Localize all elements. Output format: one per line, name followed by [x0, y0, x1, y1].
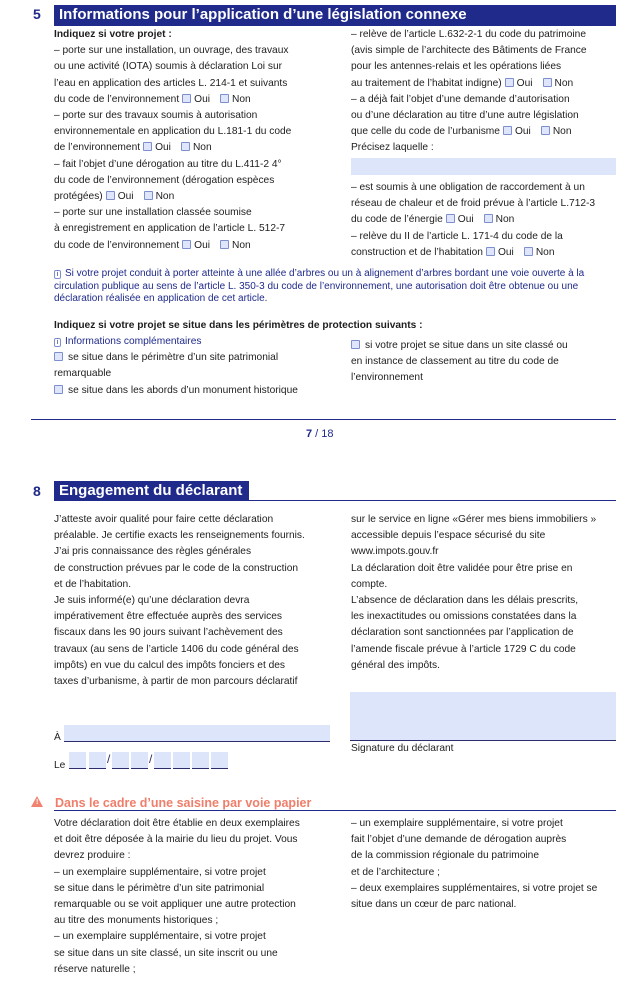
perimeter-left-column — [54, 334, 298, 399]
text-line: – un exemplaire supplémentaire, si votre projet — [54, 866, 266, 878]
non-label: Non — [554, 77, 574, 89]
patrimoine-oui-checkbox[interactable] — [505, 78, 514, 87]
text-line: au titre des monuments historiques ; — [54, 915, 219, 927]
checkbox-row-raccordement — [351, 212, 595, 228]
site-classe-row — [351, 338, 568, 354]
iota-non-checkbox[interactable] — [220, 94, 229, 103]
oui-label: Oui — [155, 142, 171, 154]
text-line: réserve naturelle ; — [54, 963, 136, 975]
text-line: et doit être déposée à la mairie du lieu du projet. Vous — [54, 834, 298, 846]
text-line: général des impôts. — [351, 659, 440, 671]
checkbox-row-auth-env — [54, 140, 291, 156]
non-label: Non — [552, 126, 572, 138]
patrimoine-non-checkbox[interactable] — [543, 78, 552, 87]
monument-checkbox[interactable] — [54, 385, 63, 394]
derogation-non-checkbox[interactable] — [144, 191, 153, 200]
spr-checkbox[interactable] — [54, 352, 63, 361]
text-line: – porte sur une installation classée soumise — [54, 207, 252, 219]
text-line: et de l’habitation. — [54, 578, 132, 590]
text-line: déclaration sont sanctionnées par l’application de — [351, 627, 574, 639]
text-line: se situe dans un site classé, un site inscrit ou une — [54, 947, 278, 959]
paper-rule — [54, 810, 616, 811]
oui-label: Oui — [194, 239, 211, 251]
text-line: L’absence de déclaration dans les délais prescrits, — [351, 595, 579, 607]
text-line: se situe dans le périmètre d’un site patrimonial — [54, 882, 265, 894]
text-line: compte. — [351, 578, 388, 590]
text-line: – un exemplaire supplémentaire, si votre projet — [351, 818, 563, 829]
text-line: impôts) en vue du calcul des impôts fonciers et des — [54, 659, 286, 671]
date-separator: / — [107, 752, 111, 766]
date-day-2[interactable] — [89, 752, 106, 769]
section-8-rule — [249, 500, 616, 501]
date-month-2[interactable] — [131, 752, 148, 769]
raccordement-non-checkbox[interactable] — [484, 214, 493, 223]
text-line: réseau de chaleur et de froid prévue à l’article L.712-3 — [351, 198, 596, 210]
text-line: – a déjà fait l’objet d’une demande d’autorisation — [351, 93, 570, 105]
checkbox-row-iota — [54, 92, 291, 108]
text-line: préalable. Je certifie exacts les renseignements fournis. — [54, 530, 305, 542]
monument-row — [54, 383, 298, 399]
text-line: La déclaration doit être validée pour être prise en — [351, 562, 573, 574]
date-day-1[interactable] — [69, 752, 86, 769]
alignment-note-text: Si votre projet conduit à porter atteinte à une allée d’arbres ou un à alignement d’arbres bordant une voie ouverte à la circulation publique au sens de l’article L. 350-3 du code de l’environnement, une autorisation doit être obtenue ou une déclaration réalisée en application de cet article. — [54, 268, 585, 304]
non-label: Non — [232, 239, 251, 251]
text-line: l’environnement — [351, 372, 423, 384]
paper-right-column — [351, 816, 597, 913]
text-line: en instance de classement au titre du code de — [351, 356, 559, 368]
section-8-title: Engagement du déclarant — [54, 481, 249, 501]
text-line: ou une activité (IOTA) soumis à déclaration Loi sur — [54, 61, 282, 73]
text-line: de la commission régionale du patrimoine — [351, 850, 540, 862]
checkbox-row-habitation — [351, 245, 595, 261]
date-label: Le — [54, 760, 66, 771]
iota-oui-checkbox[interactable] — [182, 94, 191, 103]
section-5-intro: Indiquez si votre projet : — [54, 29, 172, 40]
section-5-title: Informations pour l’application d’une législation connexe — [54, 5, 616, 26]
warning-icon: ! — [31, 796, 43, 807]
monument-label: se situe dans les abords d’un monument historique — [68, 384, 298, 396]
checkbox-row-patrimoine — [351, 76, 587, 92]
spr-label: se situe dans le périmètre d’un site patrimonial — [68, 352, 279, 364]
text-line: J’atteste avoir qualité pour faire cette déclaration — [54, 514, 274, 525]
text-line: sur le service en ligne «Gérer mes biens immobiliers » — [351, 514, 597, 525]
page-current: 7 — [306, 428, 313, 440]
section-8-right-column — [351, 512, 596, 674]
text-line: environnementale en application du L.181-1 du code — [54, 126, 292, 138]
text-line: construction et de l’habitation — [351, 246, 483, 258]
text-line: situe dans un cœur de parc national. — [351, 899, 517, 911]
oui-label: Oui — [497, 246, 514, 258]
icpe-oui-checkbox[interactable] — [182, 240, 191, 249]
text-line: que celle du code de l’urbanisme — [351, 126, 500, 138]
text-line: fait l’objet d’une demande de dérogation auprès — [351, 834, 567, 846]
section-5-number: 5 — [33, 6, 41, 22]
page-divider — [31, 419, 616, 420]
raccordement-oui-checkbox[interactable] — [446, 214, 455, 223]
perimeter-heading: Indiquez si votre projet se situe dans les périmètres de protection suivants : — [54, 320, 423, 331]
date-separator: / — [149, 752, 153, 766]
site-classe-label: si votre projet se situe dans un site classé ou — [365, 340, 568, 351]
text-line: protégées) — [54, 191, 103, 203]
text-line: du code de l’environnement — [54, 239, 180, 251]
text-line: Votre déclaration doit être établie en deux exemplaires — [54, 818, 300, 829]
place-label: À — [54, 732, 61, 743]
date-year-3[interactable] — [192, 752, 209, 769]
text-line: – est soumis à une obligation de raccordement à un — [351, 182, 585, 193]
section-5-right-column-lower — [351, 180, 595, 261]
text-line: – porte sur des travaux soumis à autorisation — [54, 110, 258, 122]
date-year-2[interactable] — [173, 752, 190, 769]
checkbox-row-icpe — [54, 238, 291, 254]
text-line: pour les antennes-relais et les opérations liées — [351, 61, 562, 73]
text-line: accessible depuis l’espace sécurisé du site — [351, 530, 546, 542]
complementary-info-link[interactable] — [54, 334, 298, 350]
page-separator: / — [312, 428, 322, 440]
text-line: travaux (au sens de l’article 1406 du code général des — [54, 643, 299, 655]
precisez-input[interactable] — [351, 158, 616, 175]
text-line: Je suis informé(e) qu’une déclaration devra — [54, 595, 250, 607]
non-label: Non — [192, 142, 212, 154]
section-8-left-column — [54, 512, 305, 690]
perimeter-right-column — [351, 338, 568, 387]
info-icon: i — [54, 270, 61, 279]
text-line: fiscaux dans les 90 jours suivant l’achèvement des — [54, 627, 283, 639]
text-line: remarquable — [54, 368, 112, 380]
date-year-1[interactable] — [154, 752, 171, 769]
place-input[interactable] — [64, 725, 330, 742]
signature-label: Signature du déclarant — [351, 743, 454, 754]
text-line: – relève de l’article L.632-2-1 du code du patrimoine — [351, 29, 587, 40]
checkbox-row-derogation — [54, 189, 291, 205]
text-line: à enregistrement en application de l’article L. 512-7 — [54, 223, 286, 235]
text-line: du code de l’environnement — [54, 93, 180, 105]
oui-label: Oui — [117, 191, 134, 203]
text-line: de l’environnement — [54, 142, 141, 154]
oui-label: Oui — [514, 126, 531, 138]
text-line: l’amende fiscale prévue à l’article 1729 C du code — [351, 643, 576, 655]
text-line: J’ai pris connaissance des règles générales — [54, 546, 252, 558]
text-line: au traitement de l’habitat indigne) — [351, 77, 502, 89]
text-line: taxes d’urbanisme, à partir de mon parcours déclaratif — [54, 676, 298, 688]
page-total: 18 — [321, 428, 334, 440]
page-number — [306, 426, 334, 442]
non-label: Non — [495, 214, 515, 226]
text-line: impérativement être effectuée auprès des services — [54, 611, 283, 623]
site-classe-checkbox[interactable] — [351, 340, 360, 349]
text-line: du code de l’énergie — [351, 214, 443, 226]
non-label: Non — [232, 93, 251, 105]
text-line: remarquable ou se voit appliquer une autre protection — [54, 899, 296, 911]
autre-leg-oui-checkbox[interactable] — [503, 126, 512, 135]
text-line: de construction prévues par le code de la construction — [54, 562, 299, 574]
text-line: du code de l’environnement (dérogation espèces — [54, 174, 275, 186]
text-line: devrez produire : — [54, 850, 131, 862]
section-5-left-column — [54, 27, 291, 254]
text-line: les inexactitudes ou omissions constatées dans la — [351, 611, 577, 623]
oui-label: Oui — [457, 214, 474, 226]
text-line: (avis simple de l’architecte des Bâtiments de France — [351, 45, 587, 57]
habitation-oui-checkbox[interactable] — [486, 247, 495, 256]
text-line: – fait l’objet d’une dérogation au titre du L.411-2 4° — [54, 158, 282, 170]
date-year-4[interactable] — [211, 752, 228, 769]
text-line: – un exemplaire supplémentaire, si votre projet — [54, 931, 266, 943]
paper-left-column — [54, 816, 300, 978]
text-line: et de l’architecture ; — [351, 866, 440, 878]
paper-submission-title: Dans le cadre d’une saisine par voie papier — [55, 796, 312, 810]
impots-link[interactable]: www.impots.gouv.fr — [351, 546, 439, 558]
spr-row — [54, 350, 298, 366]
autre-leg-non-checkbox[interactable] — [541, 126, 550, 135]
oui-label: Oui — [194, 93, 211, 105]
text-line: – deux exemplaires supplémentaires, si votre projet se — [351, 882, 598, 894]
non-label: Non — [155, 191, 175, 203]
auth-env-oui-checkbox[interactable] — [143, 142, 152, 151]
text-line: l’eau en application des articles L. 214-1 et suivants — [54, 77, 288, 89]
precisez-label: Précisez laquelle : — [351, 142, 434, 154]
text-line: ou d’une déclaration au titre d’une autre législation — [351, 110, 579, 122]
text-line: – porte sur une installation, un ouvrage, des travaux — [54, 45, 289, 57]
section-5-right-column — [351, 27, 587, 157]
non-label: Non — [535, 246, 555, 258]
habitation-non-checkbox[interactable] — [524, 247, 533, 256]
icpe-non-checkbox[interactable] — [220, 240, 229, 249]
oui-label: Oui — [516, 77, 533, 89]
checkbox-row-autre-legislation — [351, 124, 587, 140]
date-month-1[interactable] — [112, 752, 129, 769]
auth-env-non-checkbox[interactable] — [181, 142, 190, 151]
complementary-info-label: Informations complémentaires — [65, 336, 202, 347]
alignment-note — [54, 268, 620, 306]
text-line: – relève du II de l’article L. 171-4 du code de la — [351, 230, 563, 242]
signature-input[interactable] — [350, 692, 616, 741]
derogation-oui-checkbox[interactable] — [106, 191, 115, 200]
info-icon: i — [54, 338, 61, 347]
section-8-number: 8 — [33, 483, 41, 499]
